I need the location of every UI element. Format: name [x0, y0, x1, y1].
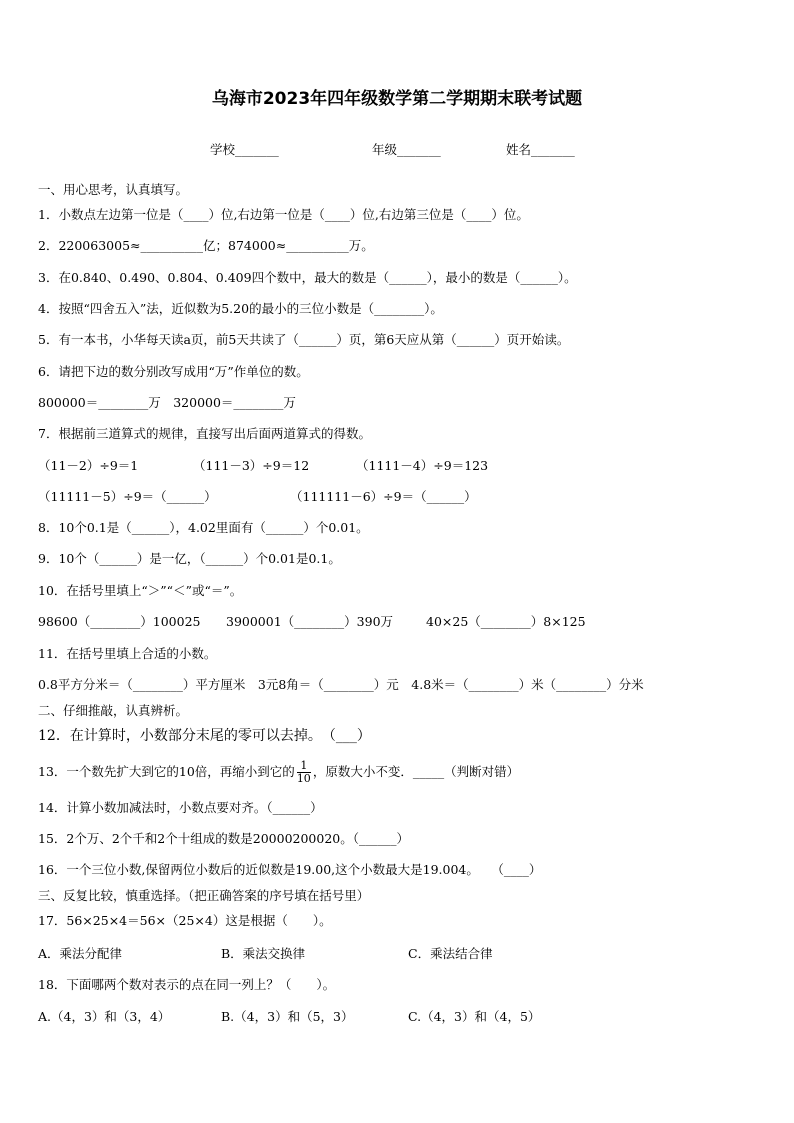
fraction-one-tenth	[297, 760, 311, 785]
option-c[interactable]: C．乘法结合律	[408, 946, 493, 961]
section-3-heading: 三、反复比较，慎重选择。（把正确答案的序号填在括号里）	[38, 888, 370, 903]
question-10-items	[38, 613, 758, 631]
question-17-options	[38, 945, 758, 963]
equation: （1111－4）÷9＝123	[356, 458, 489, 473]
question-6-blanks: 800000＝________万 320000＝________万	[38, 395, 296, 410]
question-7-row-2	[38, 488, 758, 506]
question-12: 12．在计算时，小数部分末尾的零可以去掉。 （___）	[38, 728, 371, 744]
comparison-item: 3900001（________）390万	[226, 614, 394, 629]
equation: （111－3）÷9＝12	[193, 458, 310, 473]
fraction-numerator: 1	[297, 760, 311, 773]
question-2: 2．220063005≈__________亿；874000≈__________万。	[38, 238, 374, 253]
grade-field[interactable]: 年级_______	[372, 142, 441, 157]
question-13	[38, 760, 519, 785]
school-field[interactable]: 学校_______	[210, 142, 279, 157]
equation: （111111－6）÷9＝（______）	[290, 489, 477, 504]
question-9: 9．10个（______）是一亿，（______）个0.01是0.1。	[38, 551, 341, 566]
question-1: 1．小数点左边第一位是（____）位,右边第一位是（____）位,右边第三位是（____）位。	[38, 207, 529, 222]
question-16: 16．一个三位小数,保留两位小数后的近似数是19.00,这个小数最大是19.004。 （____）	[38, 862, 542, 877]
equation: （11－2）÷9＝1	[38, 458, 139, 473]
question-11: 11．在括号里填上合适的小数。	[38, 646, 217, 661]
option-a[interactable]: A．乘法分配律	[38, 946, 123, 961]
question-15: 15．2个万、2个千和2个十组成的数是20000200020。（______）	[38, 831, 409, 846]
question-8: 8．10个0.1是（______），4.02里面有（______）个0.01。	[38, 520, 369, 535]
fraction-denominator: 10	[296, 772, 311, 785]
question-17: 17．56×25×4＝56×（25×4）这是根据（ ）。	[38, 913, 332, 928]
name-field[interactable]: 姓名_______	[506, 142, 575, 157]
question-10: 10．在括号里填上“＞”“＜”或“＝”。	[38, 583, 243, 598]
option-b[interactable]: B.（4，3）和（5，3）	[221, 1009, 354, 1024]
question-3: 3．在0.840、0.490、0.804、0.409四个数中，最大的数是（______），最小的数是（______）。	[38, 270, 577, 285]
question-4: 4．按照“四舍五入”法，近似数为5.20的最小的三位小数是（________）。	[38, 301, 443, 316]
question-13-text-end: ，原数大小不变．_____（判断对错）	[312, 764, 520, 779]
question-7: 7．根据前三道算式的规律，直接写出后面两道算式的得数。	[38, 426, 371, 441]
section-1-heading: 一、用心思考，认真填写。	[38, 182, 189, 197]
option-b[interactable]: B．乘法交换律	[221, 946, 306, 961]
question-14: 14．计算小数加减法时，小数点要对齐。（______）	[38, 800, 323, 815]
option-c[interactable]: C.（4，3）和（4，5）	[408, 1009, 541, 1024]
option-a[interactable]: A.（4，3）和（3，4）	[38, 1009, 171, 1024]
equation: （11111－5）÷9＝（______）	[38, 489, 217, 504]
question-11-blanks: 0.8平方分米＝（________）平方厘米 3元8角＝（________）元 4.8米＝（________）米（________）分米	[38, 677, 644, 692]
comparison-item: 40×25（________）8×125	[426, 614, 586, 629]
page-title: 乌海市2023年四年级数学第二学期期末联考试题	[211, 89, 583, 109]
question-18: 18．下面哪两个数对表示的点在同一列上？（ ）。	[38, 977, 336, 992]
question-5: 5．有一本书，小华每天读a页，前5天共读了（______）页，第6天应从第（______）页开始读。	[38, 332, 570, 347]
question-18-options	[38, 1008, 758, 1026]
comparison-item: 98600（________）100025	[38, 614, 201, 629]
question-7-row-1	[38, 457, 758, 475]
section-2-heading: 二、仔细推敲，认真辨析。	[38, 703, 189, 718]
question-6: 6．请把下边的数分别改写成用“万”作单位的数。	[38, 364, 309, 379]
question-13-text-start: 13．一个数先扩大到它的10倍，再缩小到它的	[38, 764, 295, 779]
student-info-row	[0, 140, 794, 160]
